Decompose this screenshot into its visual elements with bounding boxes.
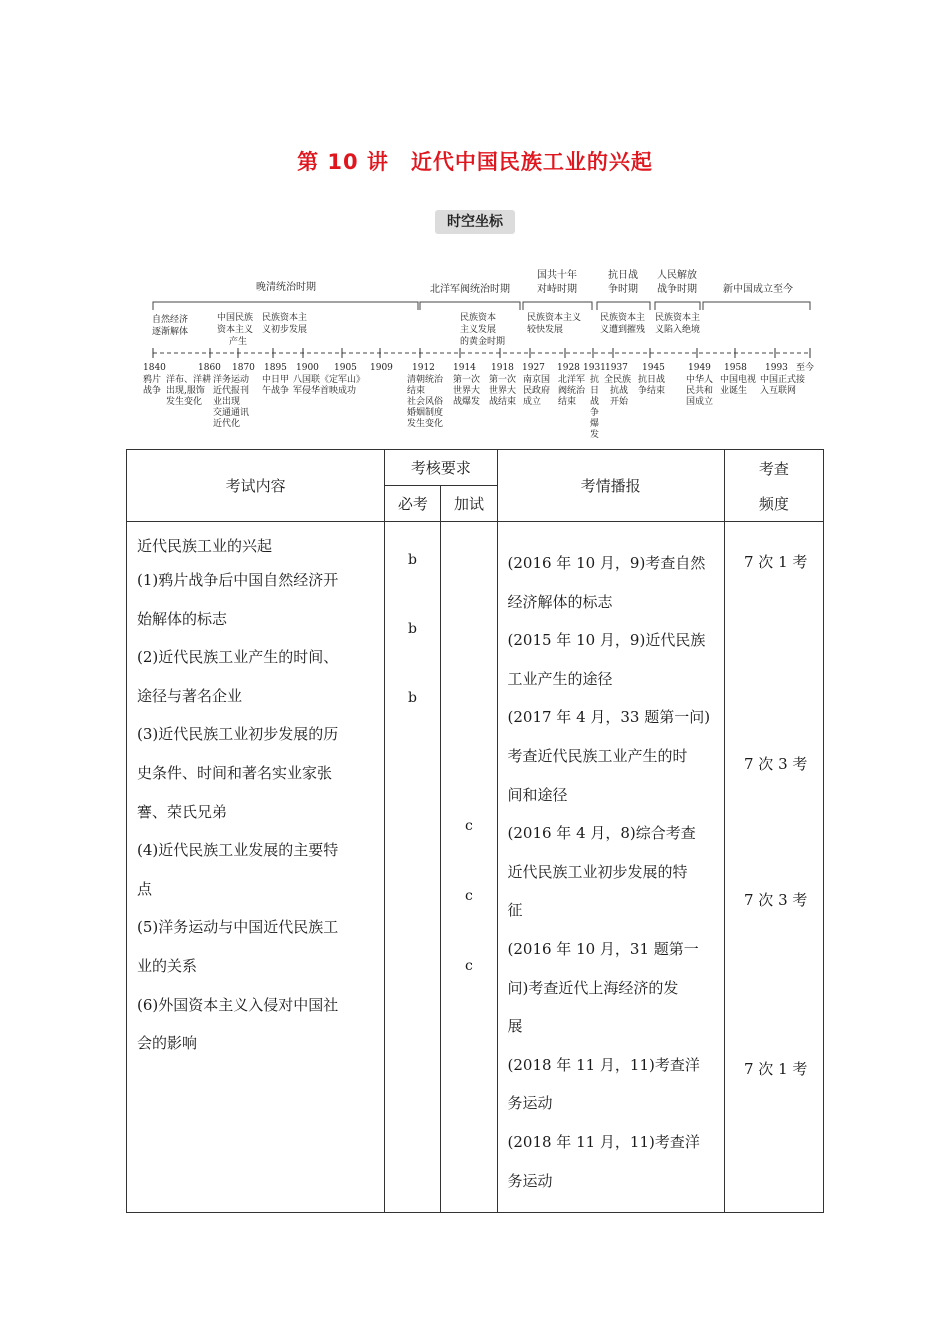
header-extra: 加试 [441, 486, 497, 522]
period-new-china: 新中国成立至今 [723, 284, 793, 295]
period-beiyang: 北洋军阀统治时期 [430, 284, 510, 295]
required-mark: b [408, 621, 417, 637]
event-label: 世界大 [453, 386, 481, 396]
event-label: 战爆发 [453, 397, 481, 407]
stage-label: 的黄金时期 [460, 337, 506, 347]
year-label: 1900 [296, 363, 319, 373]
event-label: 国成立 [686, 397, 714, 407]
period-anti-japan-2: 争时期 [608, 284, 638, 295]
content-line: (1)鸦片战争后中国自然经济开 [137, 571, 339, 589]
event-label: 发生变化 [407, 419, 444, 429]
event-label: 争结束 [638, 386, 666, 396]
event-label: 近代报刊 [213, 386, 250, 396]
event-label: 社会风俗 [407, 397, 444, 407]
content-line: 始解体的标志 [137, 609, 228, 628]
report-line: (2017 年 4 月，33 题第一问) [507, 708, 711, 727]
period-kmt-cpc-2: 对峙时期 [537, 284, 577, 295]
report-line: 经济解体的标志 [507, 592, 613, 611]
event-label: 近代化 [213, 419, 241, 429]
event-label: 中华人 [686, 375, 714, 385]
year-label: 1905 [334, 363, 357, 373]
report-line: (2018 年 11 月，11)考查洋 [507, 1132, 700, 1151]
year-label: 1840 [143, 363, 166, 373]
header-frequency-line: 考查 [758, 459, 789, 478]
event-label: 民共和 [686, 386, 714, 396]
event-label: 抗日战 [638, 375, 666, 385]
section-badge: 时空坐标 [435, 210, 515, 234]
stage-label: 主义发展 [460, 325, 497, 335]
stage-label: 中国民族 [217, 313, 254, 323]
event-label: 中国电视 [720, 375, 757, 385]
event-label: 中日甲 [262, 375, 290, 385]
report-line: 近代民族工业初步发展的特 [507, 862, 688, 881]
page-title: 第 10 讲 近代中国民族工业的兴起 [297, 150, 653, 174]
header-requirement: 考核要求 [385, 450, 497, 486]
content-line: (2)近代民族工业产生的时间、 [137, 648, 339, 667]
content-line: 会的影响 [137, 1034, 198, 1053]
event-label: 战争 [143, 386, 162, 396]
event-label: 午战争 [262, 386, 290, 396]
content-line: (5)洋务运动与中国近代民族工 [137, 918, 339, 937]
report-cell [497, 522, 724, 1213]
stage-label: 资本主义 [217, 325, 254, 335]
period-liberation-2: 战争时期 [657, 284, 697, 295]
event-label: 结束 [558, 397, 577, 407]
header-report: 考情播报 [497, 450, 724, 522]
year-label: 1993 [765, 363, 788, 373]
stage-label: 民族资本主 [600, 313, 646, 323]
event-label: 北洋军 [558, 375, 586, 385]
event-label: 发生变化 [166, 397, 203, 407]
content-line: 业的关系 [137, 956, 198, 975]
period-liberation-1: 人民解放 [657, 270, 697, 281]
event-label: 婚姻制度 [407, 408, 444, 418]
period-kmt-cpc-1: 国共十年 [537, 270, 577, 281]
required-mark: b [408, 690, 417, 706]
header-content: 考试内容 [127, 450, 385, 522]
content-cell [127, 522, 385, 1213]
stage-label: 民族资本主 [262, 313, 308, 323]
content-line: 史条件、时间和著名实业家张 [137, 763, 333, 782]
year-label: 1937 [605, 363, 628, 373]
event-label: 业出现 [213, 397, 241, 407]
header-required: 必考 [385, 486, 441, 522]
frequency-cell [724, 522, 823, 1213]
year-label: 至今 [796, 363, 815, 373]
stage-label: 逐渐解体 [152, 327, 189, 337]
event-label: 入互联网 [760, 386, 797, 396]
year-label: 1931 [583, 363, 606, 373]
event-label: 全民族 [604, 375, 632, 385]
required-mark: b [408, 552, 417, 568]
event-label: 日 [590, 386, 600, 396]
year-label: 1914 [453, 363, 476, 373]
event-label: 中国正式接 [760, 375, 806, 385]
content-line: (4)近代民族工业发展的主要特 [137, 841, 339, 860]
report-line: (2015 年 10 月，9)近代民族 [507, 631, 706, 650]
event-label: 成立 [523, 397, 542, 407]
report-line: 展 [507, 1017, 523, 1036]
period-late-qing: 晚清统治时期 [256, 282, 316, 293]
report-line: 间和途径 [507, 785, 568, 804]
extra-cell [441, 522, 497, 1213]
event-label: 清朝统治 [407, 375, 444, 385]
report-line: 征 [507, 901, 523, 920]
header-frequency-line: 频度 [758, 494, 789, 513]
event-label: 抗战 [610, 386, 629, 396]
event-label: 开始 [610, 397, 629, 407]
event-label: 八国联《定军山》 [293, 375, 366, 385]
event-label: 爆 [590, 419, 600, 429]
exam-table [126, 449, 824, 1213]
frequency-value: 7 次 1 考 [744, 1060, 808, 1078]
year-label: 1949 [688, 363, 711, 373]
extra-mark: c [465, 888, 473, 904]
event-label: 结束 [407, 386, 426, 396]
event-label: 第一次 [489, 375, 517, 385]
event-label: 争 [590, 408, 600, 418]
report-line: (2016 年 10 月，9)考查自然 [507, 554, 706, 572]
content-line: 点 [137, 879, 153, 898]
event-label: 发 [590, 430, 600, 440]
stage-label: 义陷入绝境 [655, 325, 701, 335]
event-label: 第一次 [453, 375, 481, 385]
report-line: 务运动 [507, 1171, 553, 1190]
stage-label: 较快发展 [527, 325, 564, 335]
year-label: 1927 [522, 363, 545, 373]
event-label: 交通通讯 [213, 408, 250, 418]
event-label: 出现,服饰 [166, 386, 205, 396]
stage-label: 义遭到摧残 [600, 325, 646, 335]
content-line: (3)近代民族工业初步发展的历 [137, 725, 339, 744]
event-label: 业诞生 [720, 386, 748, 396]
header-frequency [724, 450, 823, 522]
event-label: 民政府 [523, 386, 551, 396]
stage-label: 自然经济 [152, 315, 189, 325]
stage-label: 义初步发展 [262, 325, 308, 335]
event-label: 战结束 [489, 397, 517, 407]
event-label: 南京国 [523, 375, 551, 385]
frequency-value: 7 次 3 考 [744, 891, 808, 909]
event-label: 世界大 [489, 386, 517, 396]
year-label: 1860 [198, 363, 221, 373]
report-line: (2018 年 11 月，11)考查洋 [507, 1055, 700, 1074]
year-label: 1870 [232, 363, 255, 373]
report-line: (2016 年 10 月，31 题第一 [507, 939, 699, 958]
year-label: 1918 [491, 363, 514, 373]
stage-label: 民族资本 [460, 313, 497, 323]
extra-mark: c [465, 818, 473, 834]
frequency-value: 7 次 1 考 [744, 553, 808, 571]
content-line: 近代民族工业的兴起 [137, 537, 273, 555]
period-anti-japan-1: 抗日战 [608, 270, 638, 281]
year-label: 1912 [412, 363, 435, 373]
stage-label: 民族资本主 [655, 313, 701, 323]
content-line: 謇、荣氏兄弟 [137, 802, 228, 821]
event-label: 鸦片 [143, 375, 162, 385]
year-label: 1958 [724, 363, 747, 373]
event-label: 军侵华首映成功 [293, 386, 357, 396]
content-line: (6)外国资本主义入侵对中国社 [137, 995, 339, 1014]
timeline-diagram [0, 262, 950, 442]
event-label: 阀统治 [558, 386, 586, 396]
report-line: 考查近代民族工业产生的时 [507, 746, 688, 765]
stage-label: 民族资本主义 [527, 313, 582, 323]
year-label: 1909 [370, 363, 393, 373]
year-label: 1928 [557, 363, 580, 373]
stage-label: 产生 [229, 337, 248, 347]
year-label: 1895 [264, 363, 287, 373]
content-line: 途径与著名企业 [137, 686, 243, 705]
report-line: 问)考查近代上海经济的发 [507, 978, 679, 997]
year-label: 1945 [642, 363, 665, 373]
report-line: 工业产生的途径 [507, 669, 613, 688]
frequency-value: 7 次 3 考 [744, 755, 808, 773]
event-label: 抗 [590, 375, 600, 385]
event-label: 战 [590, 397, 600, 407]
extra-mark: c [465, 958, 473, 974]
event-label: 洋务运动 [213, 375, 250, 385]
event-label: 洋布、洋耕 [166, 375, 212, 385]
report-line: (2016 年 4 月，8)综合考查 [507, 824, 696, 843]
report-line: 务运动 [507, 1094, 553, 1113]
